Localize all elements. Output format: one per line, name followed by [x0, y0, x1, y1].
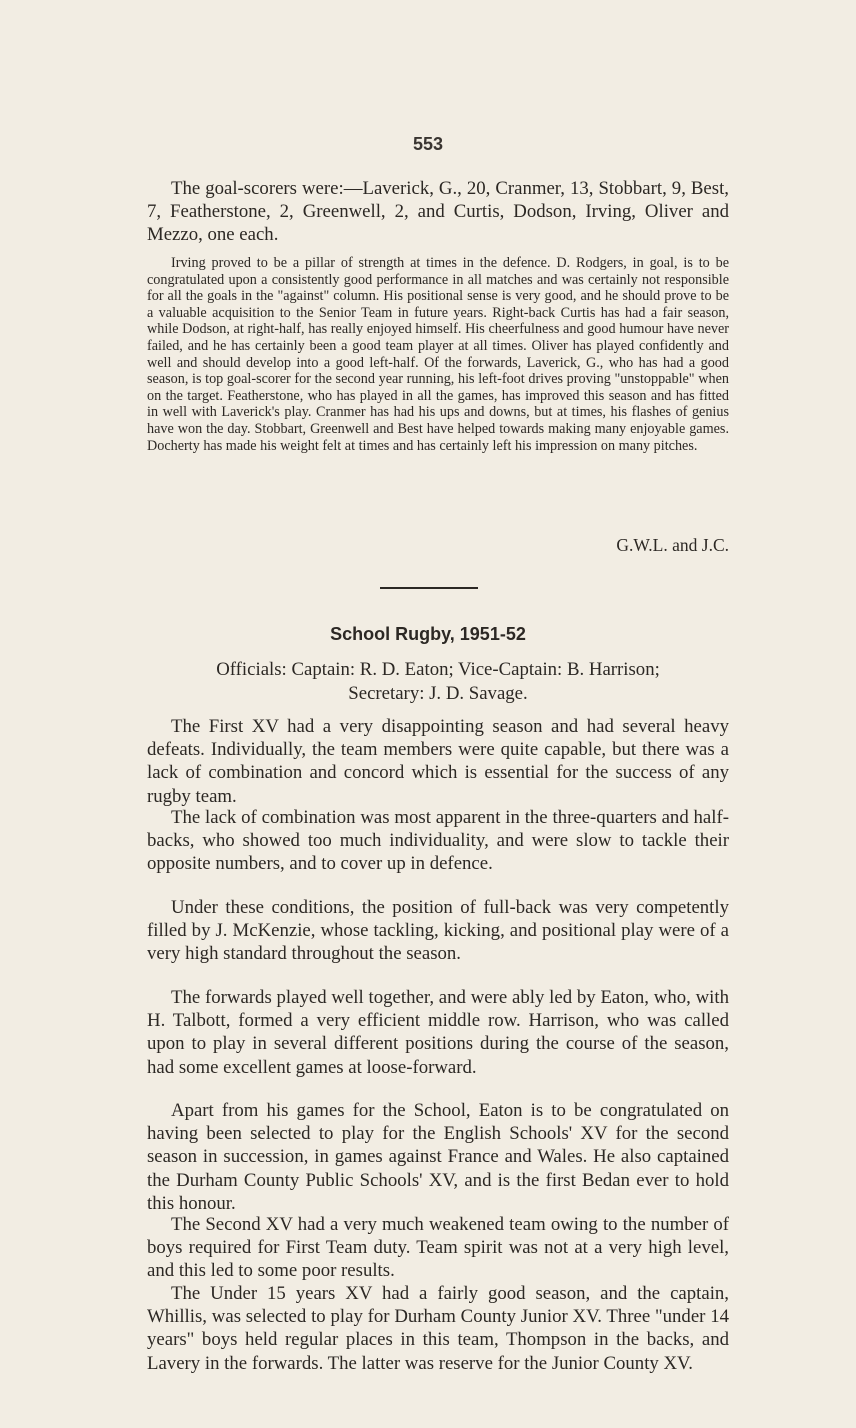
rugby-paragraph: The Second XV had a very much weakened team owing to the number of boys required for First Team duty. Team spirit was not at a very high level, and this led to some poor results.: [147, 1214, 729, 1282]
rugby-paragraph-3-block: [147, 896, 729, 966]
goal-scorers-block: [147, 177, 729, 247]
rugby-paragraph-2-block: [147, 806, 729, 876]
rugby-paragraph: Under these conditions, the position of full-back was very competently filled by J. McKenzie, whose tackling, kicking, and positional play were of a very high standard throughout the season.: [147, 897, 729, 965]
rugby-paragraph: The forwards played well together, and were ably led by Eaton, who, with H. Talbott, formed a very efficient middle row. Harrison, who was called upon to play in several different positions during the course of the season, had some excellent games at loose-forward.: [147, 987, 729, 1078]
goal-scorers-paragraph: The goal-scorers were:—Laverick, G., 20, Cranmer, 13, Stobbart, 9, Best, 7, Featherstone, 2, Greenwell, 2, and Curtis, Dodson, Irving, Oliver and Mezzo, one each.: [147, 178, 729, 246]
signature: G.W.L. and J.C.: [616, 535, 729, 555]
rugby-paragraph: The Under 15 years XV had a fairly good season, and the captain, Whillis, was selected to play for Durham County Junior XV. Three "under 14 years" boys held regular places in this team, Thompson in the backs, and Lavery in the forwards. The latter was reserve for the Junior County XV.: [147, 1283, 729, 1374]
soccer-report-block: [147, 255, 729, 454]
rugby-paragraph: Apart from his games for the School, Eaton is to be congratulated on having been selected to play for the English Schools' XV for the second season in succession, in games against France and Wales. He also captained the Durham County Public Schools' XV, and is the first Bedan ever to hold this honour.: [147, 1100, 729, 1214]
soccer-report-paragraph: Irving proved to be a pillar of strength at times in the defence. D. Rodgers, in goal, is to be congratulated upon a consistently good performance in all matches and was certainly not responsible for all the goals in the "against" column. His positional sense is very good, and he should prove to be a valuable acquisition to the Senior Team in future years. Right-back Curtis has had a fair season, while Dodson, at right-half, has really enjoyed himself. His cheerfulness and good humour have never failed, and he has certainly been a good team player at all times. Oliver has played confidently and well and should develop into a good left-half. Of the forwards, Laverick, G., who has had a good season, is top goal-scorer for the second year running, his left-foot drives proving "unstoppable" when on the target. Featherstone, who has played in all the games, has improved this season and has fitted in well with Laverick's play. Cranmer has had his ups and downs, but at times, his flashes of genius have won the day. Stobbart, Greenwell and Best have helped towards making many enjoyable games. Docherty has made his weight felt at times and has certainly left his impression on many pitches.: [147, 255, 729, 454]
officials-block: [147, 658, 729, 705]
section-divider: [380, 587, 478, 589]
rugby-paragraph-7-block: [147, 1282, 729, 1375]
signature-block: [147, 535, 729, 556]
rugby-paragraph: The lack of combination was most apparent in the three-quarters and half-backs, who showed too much individuality, and were slow to tackle their opposite numbers, and to cover up in defence.: [147, 807, 729, 875]
officials-line-2: Secretary: J. D. Savage.: [348, 682, 528, 704]
rugby-paragraph-5-block: [147, 1099, 729, 1215]
rugby-paragraph: The First XV had a very disappointing season and had several heavy defeats. Individually, the team members were quite capable, but there was a lack of combination and concord which is essential for the success of any rugby team.: [147, 716, 729, 807]
rugby-heading: School Rugby, 1951-52: [330, 624, 526, 644]
officials-line-1: Officials: Captain: R. D. Eaton; Vice-Captain: B. Harrison;: [216, 659, 660, 680]
page-number: 553: [412, 134, 444, 154]
rugby-paragraph-4-block: [147, 986, 729, 1079]
rugby-paragraph-1-block: [147, 715, 729, 808]
rugby-paragraph-6-block: [147, 1213, 729, 1283]
